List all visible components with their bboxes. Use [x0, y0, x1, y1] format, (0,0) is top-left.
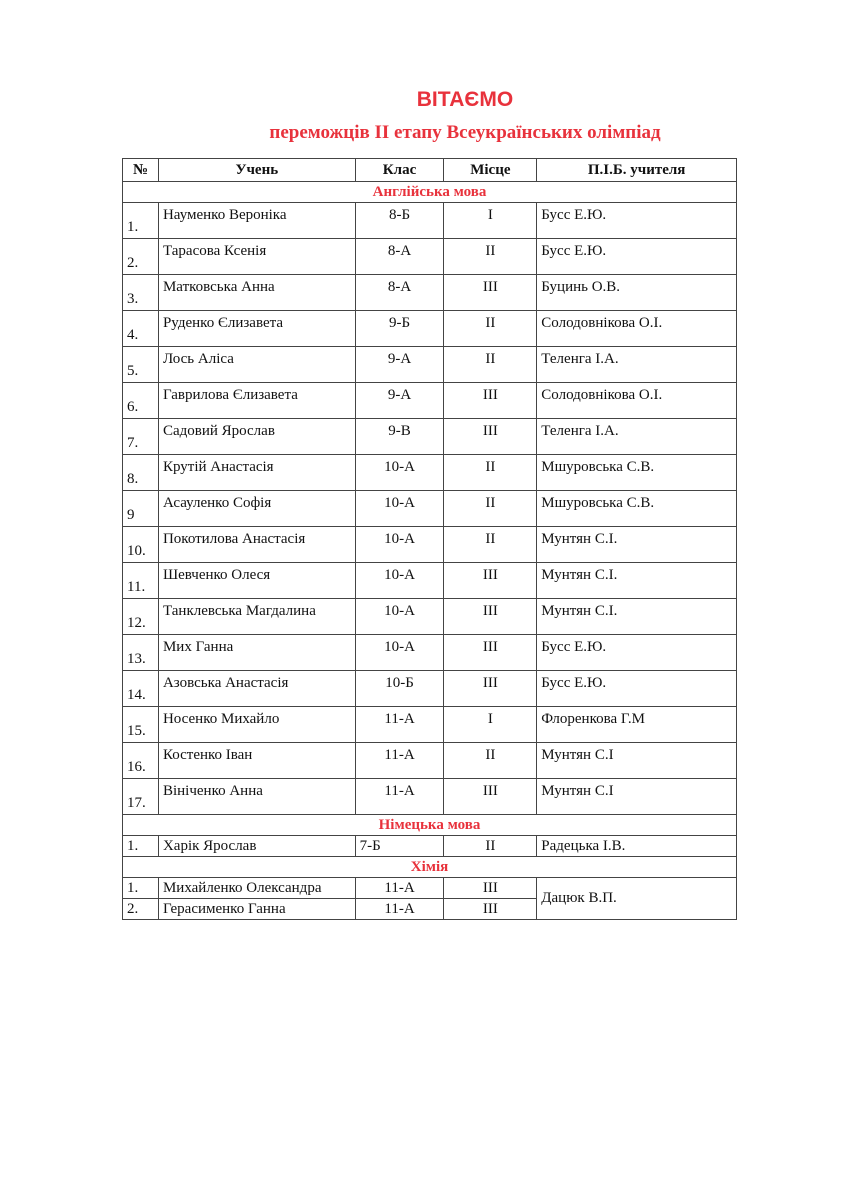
student-place: ІІІ — [444, 779, 537, 815]
row-number: 17. — [123, 779, 159, 815]
teacher-name: Дацюк В.П. — [537, 878, 737, 920]
table-row — [123, 347, 737, 383]
student-name: Азовська Анастасія — [158, 671, 355, 707]
student-place: ІІ — [444, 743, 537, 779]
section-row — [123, 815, 737, 836]
row-number: 2. — [123, 239, 159, 275]
student-place: ІІ — [444, 836, 537, 857]
row-number: 14. — [123, 671, 159, 707]
teacher-name: Мунтян С.І. — [537, 563, 737, 599]
section-row — [123, 182, 737, 203]
row-number: 9 — [123, 491, 159, 527]
table-row — [123, 599, 737, 635]
row-number: 1. — [123, 203, 159, 239]
student-class: 10-А — [355, 563, 444, 599]
student-place: І — [444, 203, 537, 239]
student-place: ІІ — [444, 311, 537, 347]
table-row — [123, 743, 737, 779]
teacher-name: Бусс Е.Ю. — [537, 239, 737, 275]
table-row — [123, 878, 737, 899]
row-number: 4. — [123, 311, 159, 347]
table-header-row — [123, 159, 737, 182]
student-class: 10-А — [355, 491, 444, 527]
student-class: 7-Б — [355, 836, 444, 857]
student-class: 8-А — [355, 239, 444, 275]
student-place: ІІІ — [444, 275, 537, 311]
header-class: Клас — [355, 159, 444, 182]
teacher-name: Солодовнікова О.І. — [537, 383, 737, 419]
student-class: 10-А — [355, 635, 444, 671]
teacher-name: Мшуровська С.В. — [537, 491, 737, 527]
row-number: 6. — [123, 383, 159, 419]
student-place: ІІІ — [444, 878, 537, 899]
student-class: 10-А — [355, 455, 444, 491]
table-body — [123, 182, 737, 920]
student-name: Герасименко Ганна — [158, 899, 355, 920]
student-name: Садовий Ярослав — [158, 419, 355, 455]
teacher-name: Бусс Е.Ю. — [537, 635, 737, 671]
row-number: 1. — [123, 836, 159, 857]
teacher-name: Флоренкова Г.М — [537, 707, 737, 743]
student-class: 11-А — [355, 779, 444, 815]
student-place: ІІІ — [444, 899, 537, 920]
student-class: 11-А — [355, 743, 444, 779]
student-name: Руденко Єлизавета — [158, 311, 355, 347]
teacher-name: Теленга І.А. — [537, 419, 737, 455]
student-class: 8-А — [355, 275, 444, 311]
row-number: 7. — [123, 419, 159, 455]
table-row — [123, 239, 737, 275]
student-class: 9-Б — [355, 311, 444, 347]
row-number: 1. — [123, 878, 159, 899]
student-name: Науменко Вероніка — [158, 203, 355, 239]
student-name: Мих Ганна — [158, 635, 355, 671]
student-place: ІІ — [444, 239, 537, 275]
student-name: Крутій Анастасія — [158, 455, 355, 491]
row-number: 8. — [123, 455, 159, 491]
teacher-name: Бусс Е.Ю. — [537, 671, 737, 707]
student-place: ІІІ — [444, 419, 537, 455]
header-place: Місце — [444, 159, 537, 182]
student-class: 9-А — [355, 347, 444, 383]
table-row — [123, 455, 737, 491]
teacher-name: Буцинь О.В. — [537, 275, 737, 311]
student-place: ІІІ — [444, 563, 537, 599]
student-class: 9-В — [355, 419, 444, 455]
table-row — [123, 383, 737, 419]
header-student: Учень — [158, 159, 355, 182]
teacher-name: Солодовнікова О.І. — [537, 311, 737, 347]
table-row — [123, 311, 737, 347]
student-place: ІІІ — [444, 671, 537, 707]
winners-table — [122, 158, 737, 920]
student-place: ІІ — [444, 347, 537, 383]
student-name: Вініченко Анна — [158, 779, 355, 815]
teacher-name: Мунтян С.І. — [537, 599, 737, 635]
student-place: І — [444, 707, 537, 743]
section-title: Хімія — [123, 857, 737, 878]
page-title: ВІТАЄМО — [416, 88, 514, 111]
section-row — [123, 857, 737, 878]
row-number: 3. — [123, 275, 159, 311]
student-name: Михайленко Олександра — [158, 878, 355, 899]
student-name: Покотилова Анастасія — [158, 527, 355, 563]
row-number: 11. — [123, 563, 159, 599]
student-name: Асауленко Софія — [158, 491, 355, 527]
header-number: № — [123, 159, 159, 182]
student-name: Носенко Михайло — [158, 707, 355, 743]
student-place: ІІ — [444, 455, 537, 491]
table-row — [123, 419, 737, 455]
student-name: Костенко Іван — [158, 743, 355, 779]
student-name: Лось Аліса — [158, 347, 355, 383]
table-row — [123, 203, 737, 239]
header-teacher: П.І.Б. учителя — [537, 159, 737, 182]
row-number: 10. — [123, 527, 159, 563]
row-number: 13. — [123, 635, 159, 671]
page-subtitle: переможців ІІ етапу Всеукраїнських олімпіад — [269, 122, 661, 143]
student-name: Тарасова Ксенія — [158, 239, 355, 275]
student-name: Шевченко Олеся — [158, 563, 355, 599]
teacher-name: Теленга І.А. — [537, 347, 737, 383]
student-name: Харік Ярослав — [158, 836, 355, 857]
row-number: 5. — [123, 347, 159, 383]
student-class: 11-А — [355, 878, 444, 899]
student-class: 9-А — [355, 383, 444, 419]
row-number: 16. — [123, 743, 159, 779]
student-place: ІІІ — [444, 383, 537, 419]
section-title: Англійська мова — [123, 182, 737, 203]
teacher-name: Радецька І.В. — [537, 836, 737, 857]
student-class: 10-А — [355, 599, 444, 635]
teacher-name: Мунтян С.І. — [537, 527, 737, 563]
teacher-name: Мунтян С.І — [537, 779, 737, 815]
row-number: 12. — [123, 599, 159, 635]
table-row — [123, 671, 737, 707]
table-row — [123, 563, 737, 599]
teacher-name: Мунтян С.І — [537, 743, 737, 779]
student-class: 11-А — [355, 707, 444, 743]
student-name: Танклевська Магдалина — [158, 599, 355, 635]
table-row — [123, 707, 737, 743]
student-place: ІІ — [444, 527, 537, 563]
section-title: Німецька мова — [123, 815, 737, 836]
table-row — [123, 635, 737, 671]
student-place: ІІІ — [444, 635, 537, 671]
student-class: 10-А — [355, 527, 444, 563]
row-number: 15. — [123, 707, 159, 743]
student-class: 10-Б — [355, 671, 444, 707]
table-row — [123, 779, 737, 815]
table-row — [123, 491, 737, 527]
student-name: Матковська Анна — [158, 275, 355, 311]
student-place: ІІ — [444, 491, 537, 527]
table-row — [123, 836, 737, 857]
table-row — [123, 275, 737, 311]
teacher-name: Мшуровська С.В. — [537, 455, 737, 491]
table-row — [123, 527, 737, 563]
teacher-name: Бусс Е.Ю. — [537, 203, 737, 239]
student-name: Гаврилова Єлизавета — [158, 383, 355, 419]
row-number: 2. — [123, 899, 159, 920]
student-class: 11-А — [355, 899, 444, 920]
student-place: ІІІ — [444, 599, 537, 635]
student-class: 8-Б — [355, 203, 444, 239]
